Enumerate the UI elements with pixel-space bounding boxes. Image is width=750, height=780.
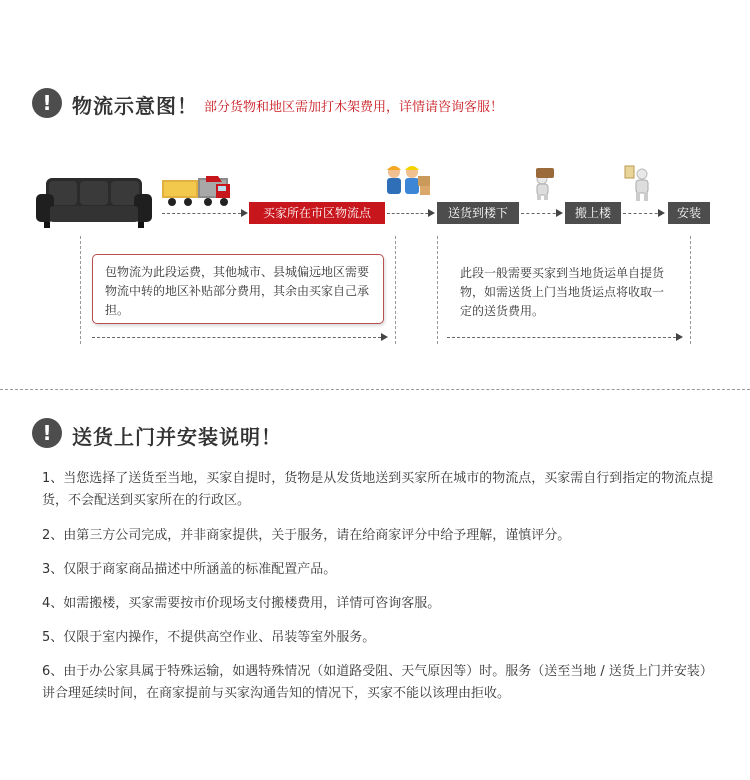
carry-upstairs-step: 搬上楼 <box>565 202 621 224</box>
list-item: 5、仅限于室内操作，不提供高空作业、吊装等室外服务。 <box>42 630 376 645</box>
exclamation-icon: ! <box>32 88 62 118</box>
flow-arrow-1 <box>162 213 246 214</box>
flow-arrow-2 <box>387 213 433 214</box>
carrier-icon <box>528 166 560 202</box>
deliver-downstairs-step: 送货到楼下 <box>437 202 519 224</box>
sofa-icon <box>34 172 154 232</box>
divider-line <box>80 236 81 344</box>
delivery-install-title: 送货上门并安装说明！ <box>72 425 282 449</box>
divider-line <box>395 236 396 344</box>
range-arrow-1 <box>92 337 386 338</box>
flow-arrow-4 <box>623 213 663 214</box>
exclamation-icon: ! <box>32 418 62 448</box>
list-item: 1、当您选择了送货至当地，买家自提时，货物是从发货地送到买家所在城市的物流点，买家需自行到指定的物流点提货，不会配送到买家所在的行政区。 <box>42 471 714 508</box>
porter-icon <box>624 164 656 204</box>
divider-line <box>437 236 438 344</box>
city-logistics-step: 买家所在市区物流点 <box>249 202 385 224</box>
truck-icon <box>160 172 232 210</box>
install-step: 安装 <box>668 202 710 224</box>
logistics-title: 物流示意图！ <box>72 94 198 118</box>
workers-icon <box>382 164 432 198</box>
section-separator <box>0 389 750 390</box>
list-item: 4、如需搬楼，买家需要按市价现场支付搬楼费用，详情可咨询客服。 <box>42 596 441 611</box>
flow-arrow-3 <box>521 213 561 214</box>
divider-line <box>690 236 691 344</box>
list-item: 3、仅限于商家商品描述中所涵盖的标准配置产品。 <box>42 562 337 577</box>
list-item: 2、由第三方公司完成，并非商家提供，关于服务，请在给商家评分中给予理解，谨慎评分。 <box>42 528 571 543</box>
list-item: 6、由于办公家具属于特殊运输，如遇特殊情况（如道路受阻、天气原因等）时。服务（送至当地 / 送货上门并安装）讲合理延续时间，在商家提前与买家沟通告知的情况下，买家不能以该理由拒收。 <box>42 664 713 701</box>
freight-info-box: 包物流为此段运费，其他城市、县城偏远地区需要物流中转的地区补贴部分费用，其余由买家自己承担。 <box>92 254 384 324</box>
range-arrow-2 <box>447 337 681 338</box>
delivery-info-text: 此段一般需要买家到当地货运单自提货物，如需送货上门当地货运点将收取一定的送货费用。 <box>460 266 665 318</box>
logistics-note: 部分货物和地区需加打木架费用，详情请咨询客服！ <box>204 100 504 115</box>
